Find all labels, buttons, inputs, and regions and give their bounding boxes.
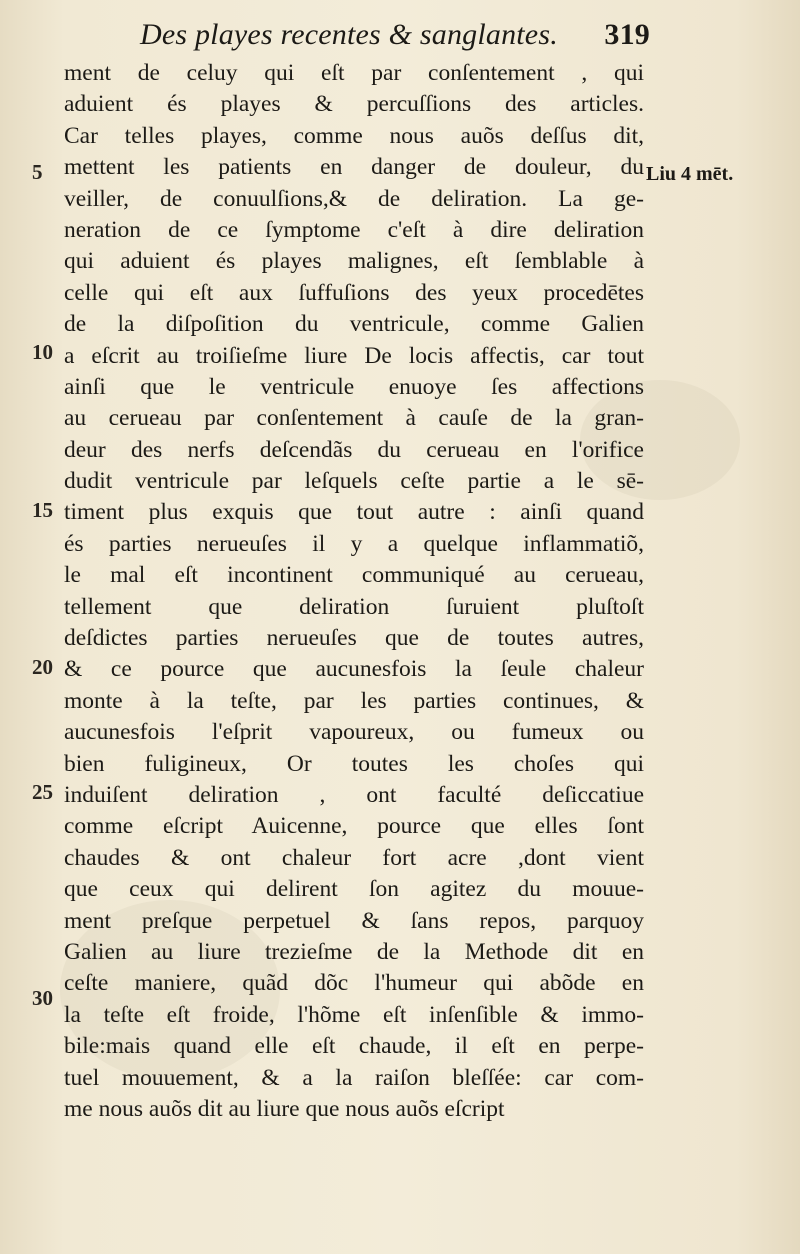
running-title: Des playes recentes & sanglantes. <box>140 18 558 51</box>
text-line: ceſte maniere, quãd dõc l'humeur qui abõde en <box>64 970 644 997</box>
running-header <box>140 18 660 60</box>
text-line: ment preſque perpetuel & ſans repos, parquoy <box>64 907 644 934</box>
text-line: ment de celuy qui eſt par conſentement , qui <box>64 60 644 86</box>
text-line: au cerueau par conſentement à cauſe de la gran- <box>64 405 644 432</box>
text-line: aduient és playes & percuſſions des articles. <box>64 91 644 118</box>
line-number: 5 <box>32 160 43 184</box>
text-line: bien fuligineux, Or toutes les choſes qui <box>64 750 644 777</box>
text-line: a eſcrit au troiſieſme liure De locis affectis, car tout <box>64 342 644 369</box>
side-note-reference: Liu 4 mēt. <box>646 163 734 185</box>
text-line: dudit ventricule par leſquels ceſte partie a le sē- <box>64 468 644 495</box>
text-line: veiller, de conuulſions,& de deliration. La ge- <box>64 185 644 212</box>
text-line: tellement que deliration ſuruient pluſtoſt <box>64 593 644 620</box>
text-line: induiſent deliration , ont faculté deſiccatiue <box>64 781 644 808</box>
line-number: 30 <box>32 986 53 1010</box>
line-number: 15 <box>32 498 53 522</box>
line-number: 10 <box>32 340 53 364</box>
text-line: neration de ce ſymptome c'eſt à dire deliration <box>64 216 644 243</box>
text-line: mettent les patients en danger de douleur, du <box>64 154 644 181</box>
text-line: & ce pource que aucunesfois la ſeule chaleur <box>64 656 644 683</box>
text-line: és parties nerueuſes il y a quelque inflammatiõ, <box>64 530 644 557</box>
text-line: le mal eſt incontinent communiqué au cerueau, <box>64 562 644 589</box>
text-line: tuel mouuement, & a la raiſon bleſſée: car com- <box>64 1064 644 1091</box>
line-number: 25 <box>32 780 53 804</box>
text-line: timent plus exquis que tout autre : ainſi quand <box>64 499 644 526</box>
text-line: Car telles playes, comme nous auõs deſſus dit, <box>64 122 644 149</box>
text-line: monte à la teſte, par les parties continues, & <box>64 687 644 714</box>
text-line: Galien au liure trezieſme de la Methode dit en <box>64 938 644 965</box>
line-number: 20 <box>32 655 53 679</box>
text-line: comme eſcript Auicenne, pource que elles ſont <box>64 813 644 840</box>
text-line: deſdictes parties nerueuſes que de toutes autres, <box>64 625 644 652</box>
text-line: chaudes & ont chaleur fort acre ,dont vient <box>64 844 644 871</box>
text-line: qui aduient és playes malignes, eſt ſemblable à <box>64 248 644 275</box>
text-line: celle qui eſt aux ſuffuſions des yeux procedētes <box>64 279 644 306</box>
body-text <box>64 58 644 1125</box>
page-number: 319 <box>604 18 650 51</box>
text-line: de la diſpoſition du ventricule, comme Galien <box>64 311 644 338</box>
text-line: me nous auõs dit au liure que nous auõs eſcript <box>64 1095 505 1122</box>
text-line: ainſi que le ventricule enuoye ſes affections <box>64 373 644 400</box>
text-line: aucunesfois l'eſprit vapoureux, ou fumeux ou <box>64 719 644 746</box>
text-line: la teſte eſt froide, l'hõme eſt inſenſible & immo- <box>64 1001 644 1028</box>
text-line: deur des nerfs deſcendãs du cerueau en l'orifice <box>64 436 644 463</box>
text-line: que ceux qui delirent ſon agitez du mouue- <box>64 876 644 903</box>
text-line: bile:mais quand elle eſt chaude, il eſt en perpe- <box>64 1033 644 1060</box>
